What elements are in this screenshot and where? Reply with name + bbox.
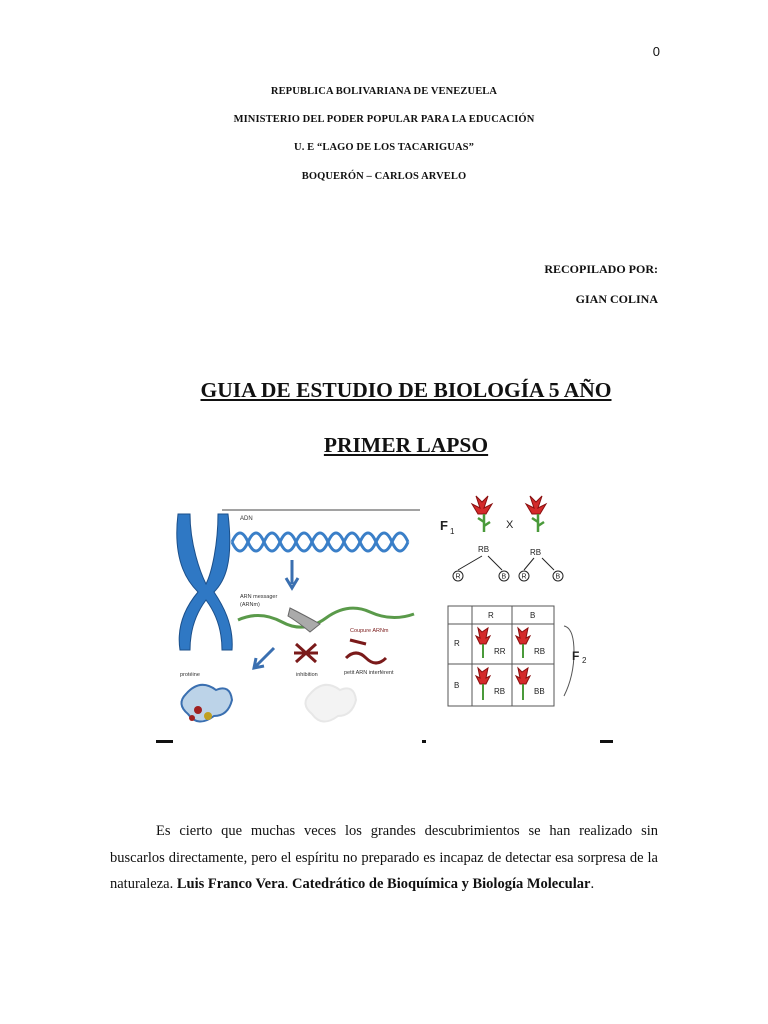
petit-arn-label: petit ARN interférent bbox=[344, 670, 394, 676]
grid-row-r: R bbox=[454, 639, 460, 648]
gamete-1: R bbox=[455, 573, 461, 581]
chromosome bbox=[177, 514, 232, 650]
proteine-label: protéine bbox=[180, 672, 200, 678]
cell-rb-2: RB bbox=[494, 687, 506, 696]
document-title: GUIA DE ESTUDIO DE BIOLOGÍA 5 AÑO bbox=[200, 378, 612, 402]
f1-label: F bbox=[440, 518, 448, 533]
header-school: U. E “LAGO DE LOS TACARIGUAS” bbox=[294, 142, 474, 153]
dna-rna-figure bbox=[170, 504, 422, 738]
document-subtitle: PRIMER LAPSO bbox=[323, 433, 489, 457]
cell-bb: BB bbox=[534, 687, 545, 696]
quote-end: . bbox=[590, 876, 595, 892]
page-number: 0 bbox=[652, 44, 660, 59]
header-republic: REPUBLICA BOLIVARIANA DE VENEZUELA bbox=[270, 86, 498, 97]
f2-sub: 2 bbox=[582, 656, 587, 665]
genetics-cross-figure bbox=[436, 492, 594, 710]
quote-paragraph bbox=[110, 818, 658, 898]
cross-symbol: X bbox=[506, 519, 514, 531]
header-ministry: MINISTERIO DEL PODER POPULAR PARA LA EDUCACIÓN bbox=[233, 114, 535, 125]
quote-role: Catedrático de Bioquímica y Biología Molecular bbox=[292, 876, 591, 892]
cell-rb-1: RB bbox=[534, 647, 546, 656]
mrna-strand bbox=[238, 608, 414, 627]
dash-middle bbox=[422, 740, 426, 743]
offspring-flowers bbox=[476, 628, 530, 684]
small-rna-strand bbox=[346, 653, 386, 663]
inhibition-label: inhibition bbox=[296, 672, 318, 678]
parent-flower-left bbox=[472, 496, 492, 532]
arrow-down-icon bbox=[286, 560, 298, 588]
inhibition-icon bbox=[294, 644, 318, 662]
arrow-diag-icon bbox=[254, 648, 274, 668]
quote-author: Luis Franco Vera bbox=[176, 876, 285, 892]
arn-messager-label: ARN messager bbox=[240, 594, 278, 600]
cut-fragment bbox=[350, 640, 366, 644]
header-location: BOQUERÓN – CARLOS ARVELO bbox=[301, 171, 467, 182]
f1-sub: 1 bbox=[450, 527, 455, 536]
arnm-label: (ARNm) bbox=[240, 602, 260, 608]
dna-helix bbox=[232, 533, 408, 551]
compiled-by-label: RECOPILADO POR: bbox=[544, 262, 658, 276]
grid-header-r: R bbox=[488, 611, 494, 620]
dash-right bbox=[600, 740, 613, 743]
grid-row-b: B bbox=[454, 681, 460, 690]
gamete-4: B bbox=[555, 573, 561, 581]
protein-structure bbox=[181, 685, 232, 722]
compiler-name: GIAN COLINA bbox=[575, 292, 658, 306]
parent-right-genotype: RB bbox=[530, 548, 542, 557]
gamete-2: B bbox=[501, 573, 507, 581]
grid-header-b: B bbox=[530, 611, 536, 620]
coupure-label: Coupure ARNm bbox=[350, 628, 389, 634]
inhibited-protein bbox=[305, 685, 356, 722]
adn-label: ADN bbox=[240, 516, 253, 522]
parent-left-genotype: RB bbox=[478, 545, 490, 554]
dash-left bbox=[156, 740, 173, 743]
gamete-3: R bbox=[521, 573, 527, 581]
f2-label: F bbox=[572, 649, 580, 663]
quote-separator: . bbox=[284, 876, 293, 892]
gamete-arrows bbox=[458, 556, 554, 570]
parent-flower-right bbox=[526, 496, 546, 532]
quote-text: Es cierto que muchas veces los grandes descubrimientos se han realizado sin buscarlos directamente, pero el espíritu no preparado es incapaz de detectar esa sorpresa de la naturaleza. bbox=[110, 823, 658, 892]
cell-rr: RR bbox=[494, 647, 506, 656]
